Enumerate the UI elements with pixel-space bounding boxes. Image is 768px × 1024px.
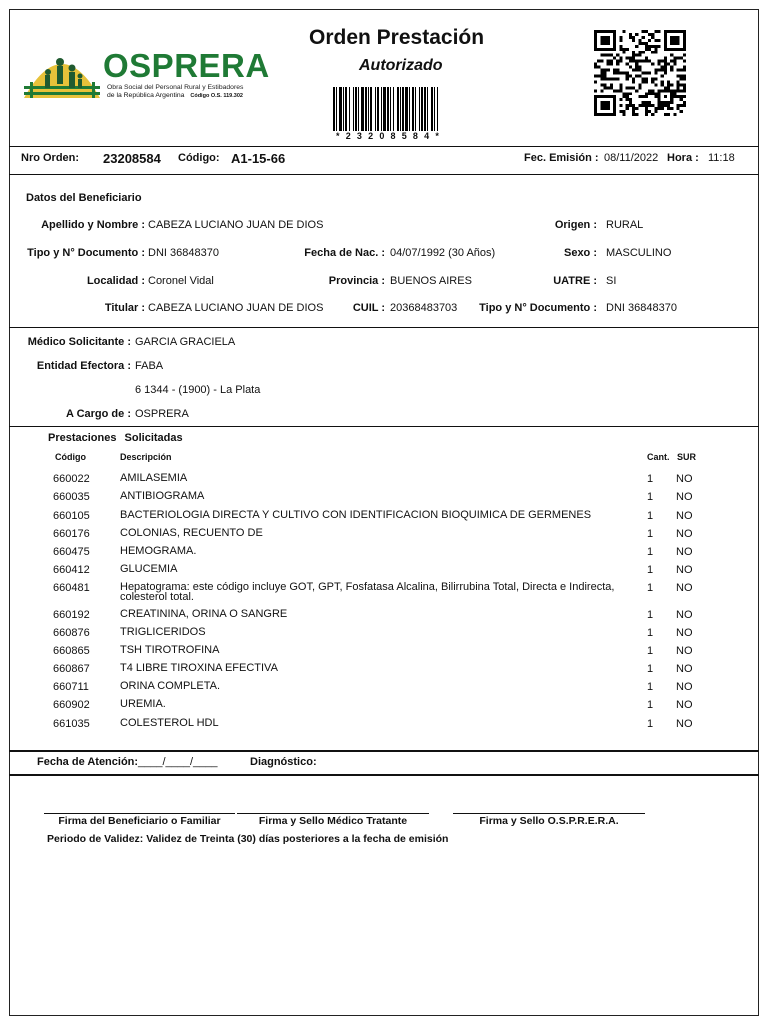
entidad-efectora-value: FABA	[135, 360, 164, 372]
divider	[9, 750, 759, 752]
origen-label: Origen :	[554, 219, 597, 231]
logo-name: OSPRERA	[103, 47, 270, 84]
a-cargo-value: OSPRERA	[135, 408, 189, 420]
logo-line1: Obra Social del Personal Rural y Estibadores	[107, 84, 244, 91]
row-cant: 1	[647, 491, 654, 503]
row-descripcion: UREMIA.	[120, 698, 166, 710]
table-row	[0, 645, 768, 663]
table-row	[0, 510, 768, 528]
medico-solicitante-label: Médico Solicitante :	[27, 336, 131, 348]
row-cant: 1	[647, 699, 654, 711]
row-codigo: 661035	[53, 718, 90, 730]
row-codigo: 660105	[53, 510, 90, 522]
medico-solicitante-value: GARCIA GRACIELA	[135, 336, 236, 348]
divider	[9, 327, 759, 328]
fecha-nac-label: Fecha de Nac. :	[304, 247, 385, 259]
titular-label: Titular :	[104, 302, 145, 314]
row-sur: NO	[676, 510, 693, 522]
row-descripcion: GLUCEMIA	[120, 563, 178, 575]
row-cant: 1	[647, 681, 654, 693]
row-codigo: 660035	[53, 491, 90, 503]
barcode-image	[333, 87, 481, 131]
row-codigo: 660902	[53, 699, 90, 711]
uatre-label: UATRE :	[553, 275, 597, 287]
documento-value: DNI 36848370	[148, 247, 219, 259]
localidad-label: Localidad :	[86, 275, 145, 287]
apellido-label: Apellido y Nombre :	[41, 219, 145, 231]
periodo-validez: Periodo de Validez: Validez de Treinta (30) días posteriores a la fecha de emisión	[47, 833, 449, 845]
row-sur: NO	[676, 491, 693, 503]
row-cant: 1	[647, 564, 654, 576]
row-descripcion: ANTIBIOGRAMA	[120, 490, 205, 502]
row-descripcion: CREATININA, ORINA O SANGRE	[120, 608, 288, 620]
row-descripcion: HEMOGRAMA.	[120, 545, 197, 557]
apellido-value: CABEZA LUCIANO JUAN DE DIOS	[148, 219, 324, 231]
row-cant: 1	[647, 582, 654, 594]
cuil-value: 20368483703	[390, 302, 458, 314]
entidad-efectora-label: Entidad Efectora :	[36, 360, 131, 372]
nro-orden-label: Nro Orden:	[21, 152, 80, 164]
divider	[9, 174, 759, 175]
divider	[9, 774, 759, 776]
table-row	[0, 681, 768, 699]
signature-line	[44, 813, 235, 814]
row-codigo: 660867	[53, 663, 90, 675]
row-descripcion: COLONIAS, RECUENTO DE	[120, 527, 263, 539]
row-sur: NO	[676, 681, 693, 693]
row-sur: NO	[676, 546, 693, 558]
sexo-value: MASCULINO	[606, 247, 672, 259]
nro-orden-value: 23208584	[103, 151, 161, 166]
signature-line	[453, 813, 645, 814]
firma-beneficiario-label: Firma del Beneficiario o Familiar	[58, 815, 221, 827]
row-descripcion: AMILASEMIA	[120, 472, 188, 484]
qr-code-image	[594, 30, 686, 116]
row-sur: NO	[676, 473, 693, 485]
documento-label: Tipo y N° Documento :	[27, 247, 145, 259]
row-sur: NO	[676, 627, 693, 639]
hora-label: Hora :	[667, 152, 699, 164]
divider	[9, 146, 759, 147]
fecha-atencion-label: Fecha de Atención:	[37, 756, 139, 768]
localidad-value: Coronel Vidal	[148, 275, 214, 287]
table-row	[0, 528, 768, 546]
documento-titular-label: Tipo y N° Documento :	[479, 302, 597, 314]
row-descripcion: TSH TIROTROFINA	[120, 644, 220, 656]
row-sur: NO	[676, 645, 693, 657]
row-cant: 1	[647, 609, 654, 621]
logo-line2: de la República Argentina	[107, 92, 185, 99]
section-title-beneficiario: Datos del Beneficiario	[26, 192, 142, 204]
documento-titular-value: DNI 36848370	[606, 302, 677, 314]
row-codigo: 660176	[53, 528, 90, 540]
column-header-cant: Cant.	[647, 452, 670, 462]
row-codigo: 660412	[53, 564, 90, 576]
fecha-nac-value: 04/07/1992 (30 Años)	[390, 247, 496, 259]
row-codigo: 660022	[53, 473, 90, 485]
row-codigo: 660865	[53, 645, 90, 657]
row-cant: 1	[647, 546, 654, 558]
table-row	[0, 609, 768, 627]
origen-value: RURAL	[606, 219, 644, 231]
signature-line	[237, 813, 429, 814]
row-cant: 1	[647, 510, 654, 522]
column-header-codigo: Código	[55, 452, 86, 462]
fecha-atencion-value: ____/____/____	[138, 756, 218, 768]
row-descripcion: BACTERIOLOGIA DIRECTA Y CULTIVO CON IDENTIFICACION BIOQUIMICA DE GERMENES	[120, 509, 592, 521]
table-row	[0, 663, 768, 681]
provincia-label: Provincia :	[328, 275, 385, 287]
row-sur: NO	[676, 663, 693, 675]
row-codigo: 660192	[53, 609, 90, 621]
table-row	[0, 699, 768, 717]
row-codigo: 660711	[53, 681, 89, 693]
fecha-emision-value: 08/11/2022	[604, 152, 659, 164]
prestaciones-title-a: Prestaciones	[48, 432, 117, 444]
page-title: Orden Prestación	[309, 26, 485, 49]
column-header-descripcion: Descripción	[120, 452, 172, 462]
row-cant: 1	[647, 528, 654, 540]
logo-code: Código O.S. 119.302	[190, 93, 243, 99]
firma-medico-label: Firma y Sello Médico Tratante	[258, 815, 408, 827]
row-cant: 1	[647, 645, 654, 657]
cuil-label: CUIL :	[352, 302, 385, 314]
row-sur: NO	[676, 718, 693, 730]
row-descripcion: T4 LIBRE TIROXINA EFECTIVA	[120, 662, 278, 674]
hora-value: 11:18	[708, 152, 735, 164]
table-row	[0, 473, 768, 491]
diagnostico-label: Diagnóstico:	[250, 756, 317, 768]
row-sur: NO	[676, 528, 693, 540]
status-label: Autorizado	[359, 57, 443, 74]
table-row	[0, 627, 768, 645]
row-cant: 1	[647, 663, 654, 675]
divider	[9, 426, 759, 427]
table-row	[0, 581, 768, 603]
row-codigo: 660876	[53, 627, 90, 639]
row-descripcion: COLESTEROL HDL	[120, 717, 219, 729]
table-row	[0, 564, 768, 582]
row-descripcion: Hepatograma: este código incluye GOT, GPT, Fosfatasa Alcalina, Bilirrubina Total, Directa e Indirecta, colesterol total.	[120, 581, 615, 603]
prestaciones-title	[48, 432, 183, 444]
a-cargo-label: A Cargo de :	[66, 408, 131, 420]
uatre-value: SI	[606, 275, 617, 287]
row-descripcion: ORINA COMPLETA.	[120, 680, 221, 692]
sexo-label: Sexo :	[563, 247, 597, 259]
titular-value: CABEZA LUCIANO JUAN DE DIOS	[148, 302, 324, 314]
prestaciones-title-b: Solicitadas	[124, 432, 183, 444]
codigo-value: A1-15-66	[231, 151, 286, 166]
row-cant: 1	[647, 627, 654, 639]
table-row	[0, 718, 768, 736]
table-row	[0, 491, 768, 509]
row-sur: NO	[676, 609, 693, 621]
provincia-value: BUENOS AIRES	[390, 275, 472, 287]
column-header-sur: SUR	[677, 452, 697, 462]
row-sur: NO	[676, 564, 693, 576]
barcode-text: *23208584*	[336, 131, 446, 141]
fecha-emision-label: Fec. Emisión :	[524, 152, 599, 164]
table-row	[0, 546, 768, 564]
row-codigo: 660475	[53, 546, 90, 558]
osprera-logo-icon	[22, 48, 102, 100]
entidad-direccion: 6 1344 - (1900) - La Plata	[135, 384, 261, 396]
row-sur: NO	[676, 699, 693, 711]
codigo-label: Código:	[178, 152, 220, 164]
row-cant: 1	[647, 473, 654, 485]
firma-osprera-label: Firma y Sello O.S.P.R.E.R.A.	[479, 815, 619, 827]
row-descripcion: TRIGLICERIDOS	[120, 626, 206, 638]
row-cant: 1	[647, 718, 654, 730]
row-codigo: 660481	[53, 582, 90, 594]
row-sur: NO	[676, 582, 693, 594]
